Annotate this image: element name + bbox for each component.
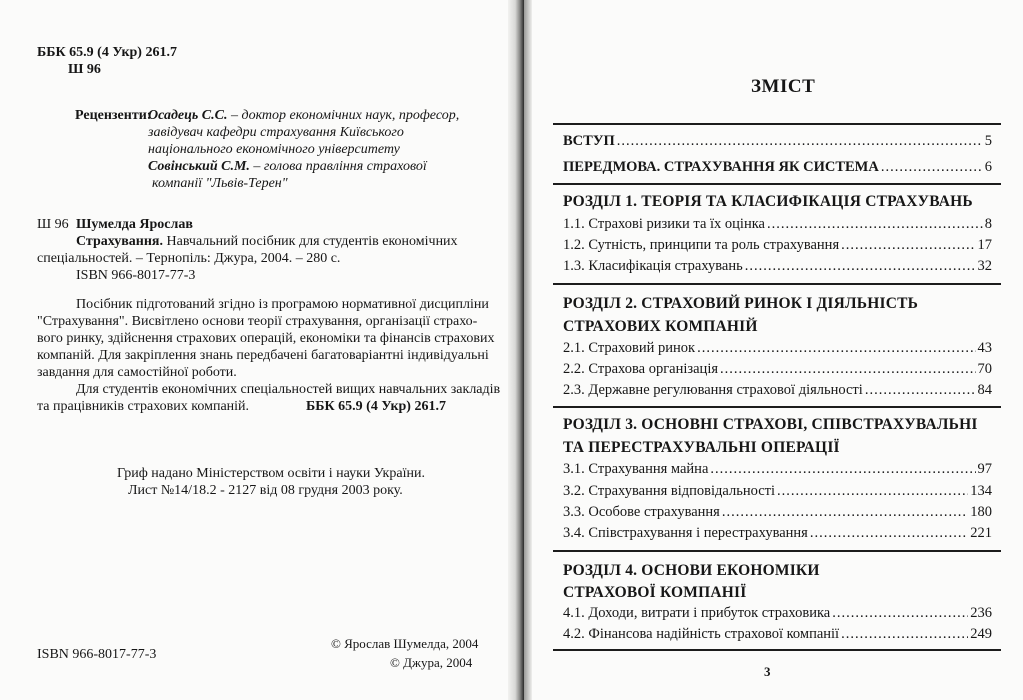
toc-leader-dots (720, 361, 975, 378)
toc-leader-dots (745, 258, 976, 275)
toc-leader-dots (722, 504, 968, 521)
toc-leader-dots (710, 461, 975, 478)
copyright-publisher: © Джура, 2004 (390, 655, 473, 670)
toc-entry-page: 249 (970, 626, 992, 642)
toc-leader-dots (865, 382, 976, 399)
toc-leader-dots (617, 133, 983, 150)
bib-rest: Навчальний посібник для студентів економічних (163, 234, 458, 249)
divider (553, 283, 1001, 285)
toc-entry-page: 6 (984, 159, 992, 175)
section-heading: ТА ПЕРЕСТРАХУВАЛЬНІ ОПЕРАЦІЇ (563, 439, 840, 456)
section-heading: РОЗДІЛ 1. ТЕОРІЯ ТА КЛАСИФІКАЦІЯ СТРАХУВАНЬ (563, 193, 973, 210)
toc-entry[interactable] (563, 461, 992, 478)
toc-entry-page: 221 (970, 525, 992, 541)
section-heading: РОЗДІЛ 2. СТРАХОВИЙ РИНОК І ДІЯЛЬНІСТЬ (563, 295, 919, 312)
toc-entry[interactable] (563, 382, 992, 399)
toc-entry-page: 32 (977, 258, 992, 274)
reviewer-line: компанії "Львів-Терен" (152, 176, 288, 191)
author-name: Шумелда Ярослав (76, 217, 193, 232)
toc-entry-page: 236 (970, 605, 992, 621)
toc-entry-title: 1.1. Страхові ризики та їх оцінка (563, 216, 765, 232)
divider (553, 123, 1001, 125)
toc-entry-title: 3.3. Особове страхування (563, 504, 720, 520)
toc-entry-title: ПЕРЕДМОВА. СТРАХУВАННЯ ЯК СИСТЕМА (563, 159, 879, 175)
bib-line: спеціальностей. – Тернопіль: Джура, 2004. – 280 с. (37, 251, 341, 266)
toc-entry[interactable] (563, 258, 992, 275)
toc-entry-preface[interactable] (563, 159, 992, 176)
annotation-line: компаній. Для закріплення знань передбачені багатоваріантні індивідуальні (37, 348, 489, 363)
author-code-top: Ш 96 (68, 62, 101, 77)
reviewer-line: національного економічного університету (148, 142, 400, 157)
toc-entry[interactable] (563, 626, 992, 643)
toc-entry-title: 3.1. Страхування майна (563, 461, 709, 477)
toc-leader-dots (881, 159, 983, 176)
author-code: Ш 96 (37, 217, 69, 232)
toc-entry-title: ВСТУП (563, 133, 615, 149)
toc-entry-title: 2.3. Державне регулювання страхової діяльності (563, 382, 863, 398)
toc-entry-page: 134 (970, 483, 992, 499)
bib-line (76, 233, 458, 250)
divider (553, 183, 1001, 185)
toc-entry[interactable] (563, 525, 992, 542)
toc-leader-dots (832, 605, 968, 622)
reviewers-label: Рецензенти: (75, 108, 152, 123)
grif-line: Гриф надано Міністерством освіти і науки України. (117, 466, 425, 481)
toc-leader-dots (777, 483, 968, 500)
toc-entry-page: 17 (977, 237, 992, 253)
section-heading: РОЗДІЛ 3. ОСНОВНІ СТРАХОВІ, СПІВСТРАХУВАЛЬНІ (563, 416, 978, 433)
divider (553, 649, 1001, 651)
annotation-line: та працівників страхових компаній. (37, 399, 250, 414)
divider (553, 550, 1001, 552)
reviewer-line (148, 158, 427, 175)
annotation-line: вого ринку, здійснення страхових операцій, економіки та фінансів страхових (37, 331, 495, 346)
toc-entry-title: 1.2. Сутність, принципи та роль страхування (563, 237, 840, 253)
toc-entry-page: 70 (977, 361, 992, 377)
toc-leader-dots (810, 525, 968, 542)
toc-entry-page: 97 (977, 461, 992, 477)
annotation-line: Посібник підготований згідно із програмою нормативної дисципліни (76, 297, 489, 312)
reviewer-line (148, 107, 459, 124)
toc-entry-title: 1.3. Класифікація страхувань (563, 258, 743, 274)
toc-entry[interactable] (563, 483, 992, 500)
toc-entry-page: 43 (977, 340, 992, 356)
reviewer-line: завідувач кафедри страхування Київського (148, 125, 404, 140)
toc-entry[interactable] (563, 605, 992, 622)
annotation-line: "Страхування". Висвітлено основи теорії страхування, організації страхо- (37, 314, 478, 329)
toc-entry-page: 5 (984, 133, 992, 149)
reviewer-desc: – голова правління страхової (249, 159, 427, 174)
toc-entry-page: 180 (970, 504, 992, 520)
reviewer-name: Осадець С.С. (148, 108, 228, 123)
toc-entry-page: 8 (984, 216, 992, 232)
toc-leader-dots (767, 216, 983, 233)
section-heading: РОЗДІЛ 4. ОСНОВИ ЕКОНОМІКИ (563, 562, 820, 579)
toc-entry[interactable] (563, 504, 992, 521)
book-gutter (508, 0, 524, 700)
toc-entry-title: 4.1. Доходи, витрати і прибуток страховика (563, 605, 831, 621)
toc-entry-title: 3.2. Страхування відповідальності (563, 483, 776, 499)
divider (553, 406, 1001, 408)
reviewer-desc: – доктор економічних наук, професор, (227, 108, 460, 123)
toc-entry-title: 2.1. Страховий ринок (563, 340, 696, 356)
page-number: 3 (764, 664, 771, 679)
grif-line: Лист №14/18.2 - 2127 від 08 грудня 2003 року. (128, 483, 403, 498)
toc-entry[interactable] (563, 237, 992, 254)
toc-entry-title: 4.2. Фінансова надійність страхової компанії (563, 626, 840, 642)
toc-leader-dots (841, 237, 975, 254)
bib-isbn: ISBN 966-8017-77-3 (76, 268, 196, 283)
toc-leader-dots (841, 626, 968, 643)
annotation-line: Для студентів економічних спеціальностей вищих навчальних закладів (76, 382, 501, 397)
toc-entry-title: 2.2. Страхова організація (563, 361, 719, 377)
reviewer-name: Совінський С.М. (148, 159, 250, 174)
section-heading: СТРАХОВИХ КОМПАНІЙ (563, 318, 758, 335)
toc-entry-title: 3.4. Співстрахування і перестрахування (563, 525, 808, 541)
toc-entry[interactable] (563, 361, 992, 378)
bbk-code-top: ББК 65.9 (4 Укр) 261.7 (37, 45, 177, 60)
toc-entry[interactable] (563, 340, 992, 357)
toc-leader-dots (697, 340, 975, 357)
isbn-bottom: ISBN 966-8017-77-3 (37, 647, 157, 662)
bib-title: Страхування. (76, 234, 163, 249)
toc-entry[interactable] (563, 216, 992, 233)
annotation-line: завдання для самостійної роботи. (37, 365, 237, 380)
toc-entry-intro[interactable] (563, 133, 992, 150)
book-gutter-edge (524, 0, 532, 700)
copyright-author: © Ярослав Шумелда, 2004 (331, 636, 479, 651)
bbk-code-bottom: ББК 65.9 (4 Укр) 261.7 (306, 399, 446, 414)
section-heading: СТРАХОВОЇ КОМПАНІЇ (563, 584, 747, 601)
toc-entry-page: 84 (977, 382, 992, 398)
toc-title: ЗМІСТ (751, 76, 816, 97)
